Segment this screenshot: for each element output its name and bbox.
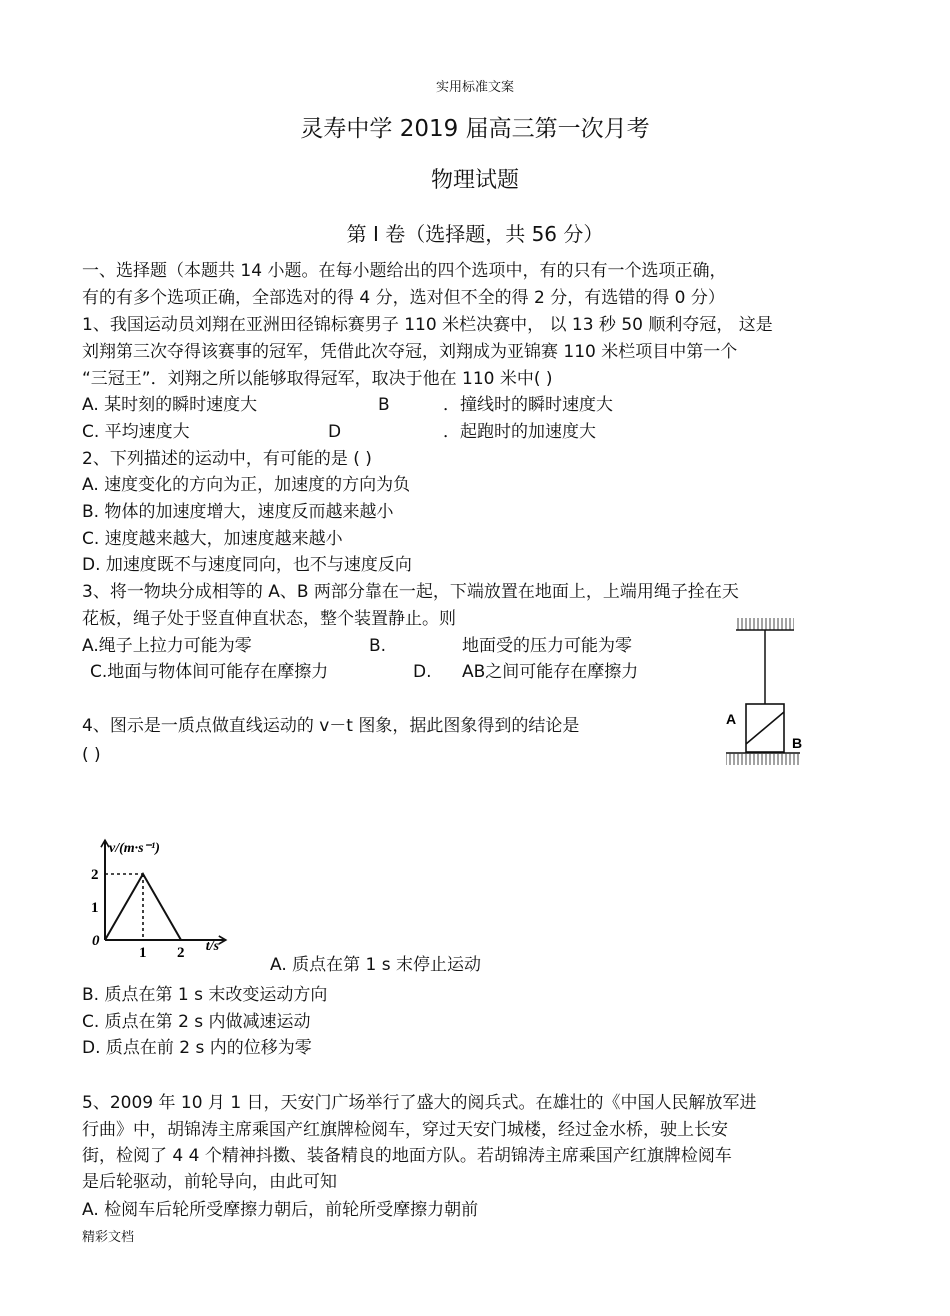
q1-line-3: “三冠王”．刘翔之所以能够取得冠军，取决于他在 110 米中( ) [82,369,553,389]
q4-paren: ( ) [82,745,101,765]
q4-stem: 4、图示是一质点做直线运动的 v－t 图象，据此图象得到的结论是 [82,716,580,736]
q1-option-d-letter: D [328,422,342,442]
ceiling-hatch [736,618,794,630]
q2-option-d: D. 加速度既不与速度同向，也不与速度反向 [82,555,412,575]
q4-option-b: B. 质点在第 1 s 末改变运动方向 [82,985,328,1005]
q1-line-1: 1、我国运动员刘翔在亚洲田径锦标赛男子 110 米栏决赛中， 以 13 秒 50 顺利夺冠， 这是 [82,315,773,335]
q1-option-a: A. 某时刻的瞬时速度大 [82,395,258,415]
q2-option-c: C. 速度越来越大，加速度越来越小 [82,529,343,549]
header-note: 实用标准文案 [435,80,514,95]
block-divider [746,712,784,744]
q2-option-a: A. 速度变化的方向为正，加速度的方向为负 [82,475,411,495]
label-a: A [726,711,737,727]
q3-option-b-letter: B. [369,636,387,656]
x-tick-label: 1 [139,945,147,960]
q5-line-2: 行曲》中，胡锦涛主席乘国产红旗牌检阅车，穿过天安门城楼，经过金水桥，驶上长安 [82,1120,728,1140]
q5-line-4: 是后轮驱动，前轮导向，由此可知 [82,1172,337,1192]
q3-line-1: 3、将一物块分成相等的 A、B 两部分靠在一起，下端放置在地面上，上端用绳子拴在天 [82,582,739,602]
q1-option-b-letter: B [378,395,390,415]
q1-line-2: 刘翔第三次夺得该赛事的冠军，凭借此次夺冠，刘翔成为亚锦赛 110 米栏项目中第一个 [82,342,738,362]
q1-option-c: C. 平均速度大 [82,422,190,442]
q3-option-d: AB之间可能存在摩擦力 [462,662,639,682]
exam-subtitle: 物理试题 [430,168,519,193]
section-heading: 第 I 卷（选择题，共 56 分） [346,222,604,246]
ground-hatch [726,753,800,765]
q3-figure [720,612,810,774]
exam-title: 灵寿中学 2019 届高三第一次月考 [300,116,650,142]
instructions-line-1: 一、选择题（本题共 14 小题。在每小题给出的四个选项中，有的只有一个选项正确， [82,261,727,281]
q3-option-c: C.地面与物体间可能存在摩擦力 [90,662,329,682]
q5-option-a: A. 检阅车后轮所受摩擦力朝后，前轮所受摩擦力朝前 [82,1200,479,1220]
q3-option-a: A.绳子上拉力可能为零 [82,636,252,656]
q5-line-1: 5、2009 年 10 月 1 日，天安门广场举行了盛大的阅兵式。在雄壮的《中国人民解放军进 [82,1093,757,1113]
q4-option-a: A. 质点在第 1 s 末停止运动 [270,955,482,975]
origin-label: 0 [92,933,100,949]
q4-option-d: D. 质点在前 2 s 内的位移为零 [82,1038,312,1058]
y-axis-label: v/(m·s⁻¹) [109,841,160,857]
y-tick-label: 2 [91,867,99,883]
q1-option-b: ．撞线时的瞬时速度大 [443,395,613,415]
vt-chart [80,800,280,960]
q2-stem: 2、下列描述的运动中，有可能的是 ( ) [82,449,372,469]
x-tick-label: 2 [177,945,185,960]
footer-note: 精彩文档 [82,1230,135,1245]
y-tick-label: 1 [91,900,99,916]
q5-line-3: 街，检阅了 4 4 个精神抖擞、装备精良的地面方队。若胡锦涛主席乘国产红旗牌检阅车 [82,1146,732,1166]
q4-option-c: C. 质点在第 2 s 内做减速运动 [82,1012,311,1032]
label-b: B [792,735,803,751]
instructions-line-2: 有的有多个选项正确，全部选对的得 4 分，选对但不全的得 2 分，有选错的得 0 分） [82,288,725,308]
q2-option-b: B. 物体的加速度增大，速度反而越来越小 [82,502,394,522]
q3-option-d-letter: D. [413,662,432,682]
x-axis-label: t/s [205,939,220,954]
q3-option-b: 地面受的压力可能为零 [462,636,632,656]
q1-option-d: ．起跑时的加速度大 [443,422,596,442]
q3-line-2: 花板，绳子处于竖直伸直状态，整个装置静止。则 [82,609,456,629]
